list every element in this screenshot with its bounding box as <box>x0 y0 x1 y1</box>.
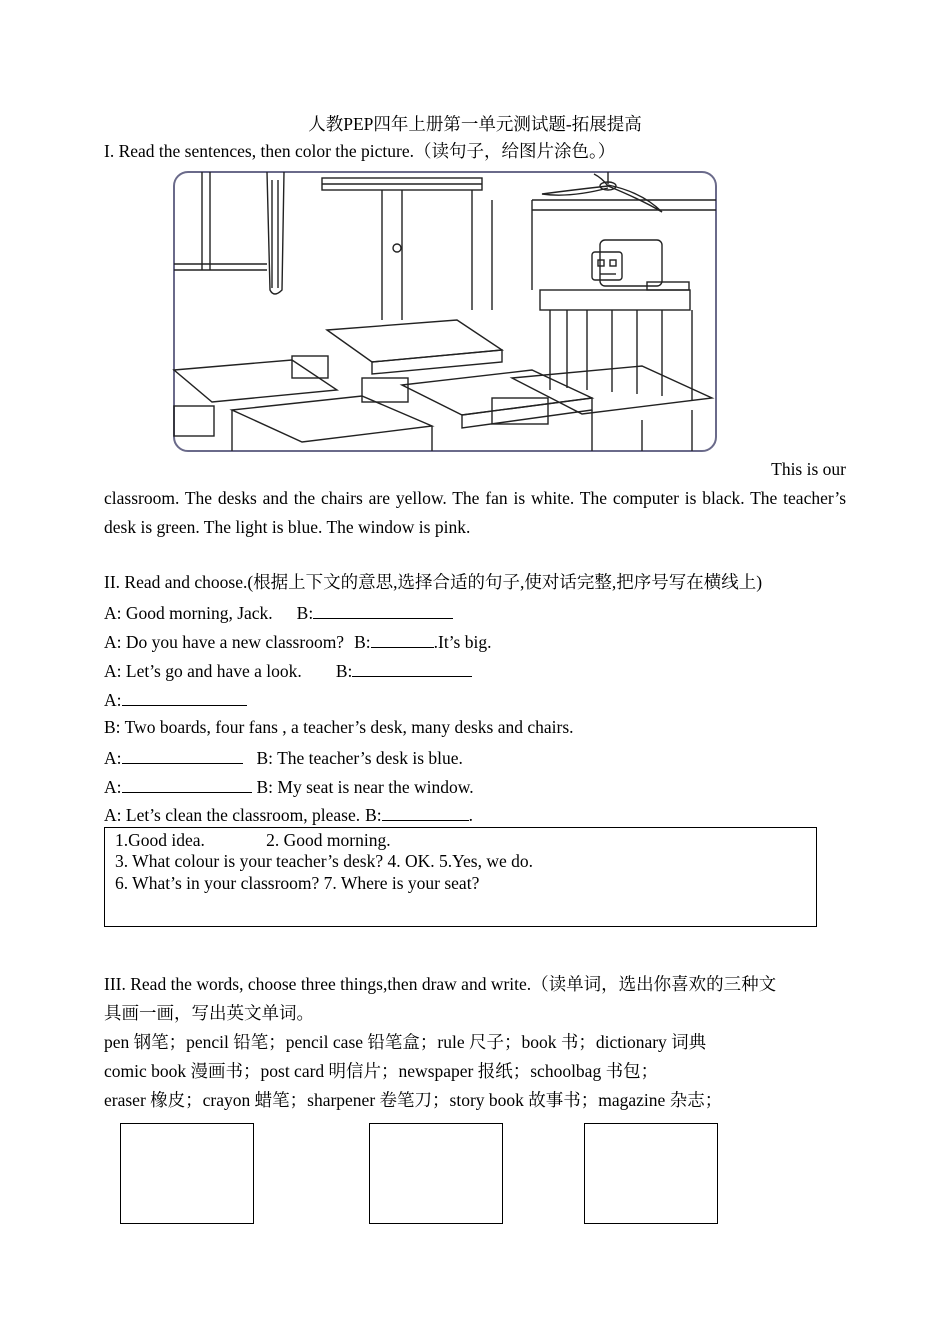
passage-first-line: This is our <box>771 459 846 479</box>
option-line-1: 1.Good idea. 2. Good morning. <box>115 830 391 850</box>
option-line-3: 6. What’s in your classroom? 7. Where is your seat? <box>115 873 480 893</box>
dialog-line-7 <box>104 774 474 798</box>
word-list-line-1: pen 钢笔；pencil 铅笔；pencil case 铅笔盒；rule 尺子；book 书；dictionary 词典 <box>104 1032 707 1052</box>
answer-blank[interactable] <box>122 687 247 706</box>
drawing-box-1[interactable] <box>120 1123 254 1224</box>
dialog-a-text: A: <box>104 690 122 710</box>
page-title: 人教PEP四年上册第一单元测试题-拓展提高 <box>308 114 642 134</box>
answer-blank[interactable] <box>352 658 472 677</box>
answer-blank[interactable] <box>122 774 252 793</box>
dialog-a-text: A: <box>104 748 122 768</box>
section3-heading-line1: III. Read the words, choose three things,then draw and write.（读单词，选出你喜欢的三种文 <box>104 974 777 994</box>
dialog-line-4 <box>104 687 247 711</box>
option-line-2: 3. What colour is your teacher’s desk? 4. OK. 5.Yes, we do. <box>115 851 533 871</box>
dialog-line-1 <box>104 600 453 624</box>
dialog-a-text: A: <box>104 777 122 797</box>
answer-blank[interactable] <box>371 629 434 648</box>
options-box <box>104 827 817 927</box>
section1-heading: I. Read the sentences, then color the picture.（读句子，给图片涂色。） <box>104 141 616 161</box>
section3-heading-line2: 具画一画，写出英文单词。 <box>104 1003 314 1023</box>
dialog-a-text: A: Let’s clean the classroom, please. <box>104 805 361 825</box>
answer-blank[interactable] <box>313 600 453 619</box>
dialog-line-5: B: Two boards, four fans , a teacher’s desk, many desks and chairs. <box>104 717 574 737</box>
dialog-b-text: B: <box>296 603 314 623</box>
dialog-a-text: A: Let’s go and have a look. <box>104 661 302 681</box>
dialog-b-text: B: The teacher’s desk is blue. <box>256 748 463 768</box>
dialog-b-text: B: <box>335 661 353 681</box>
dialog-line-2 <box>104 629 491 653</box>
answer-blank[interactable] <box>122 745 243 764</box>
dialog-a-text: A: Good morning, Jack. <box>104 603 273 623</box>
classroom-illustration-icon <box>172 170 718 453</box>
dialog-after-text: . <box>468 805 474 825</box>
word-list-line-2: comic book 漫画书；post card 明信片；newspaper 报纸；schoolbag 书包； <box>104 1061 659 1081</box>
dialog-line-8 <box>104 802 473 826</box>
dialog-line-6 <box>104 745 463 769</box>
passage-body: classroom. The desks and the chairs are yellow. The fan is white. The computer is black. The teacher’s desk is green. The light is blue. The window is pink. <box>104 488 846 537</box>
word-list-line-3: eraser 橡皮；crayon 蜡笔；sharpener 卷笔刀；story book 故事书；magazine 杂志； <box>104 1090 723 1110</box>
dialog-a-text: A: Do you have a new classroom? <box>104 632 345 652</box>
dialog-line-3 <box>104 658 472 682</box>
drawing-box-2[interactable] <box>369 1123 503 1224</box>
dialog-b-text: B: My seat is near the window. <box>256 777 474 797</box>
dialog-after-text: .It’s big. <box>433 632 492 652</box>
answer-blank[interactable] <box>382 802 469 821</box>
section1-passage <box>104 455 846 542</box>
section2-heading: II. Read and choose.(根据上下文的意思,选择合适的句子,使对话完整,把序号写在横线上) <box>104 572 763 592</box>
drawing-box-3[interactable] <box>584 1123 718 1224</box>
dialog-b-text: B: <box>365 805 382 825</box>
dialog-b-text: B: <box>354 632 371 652</box>
